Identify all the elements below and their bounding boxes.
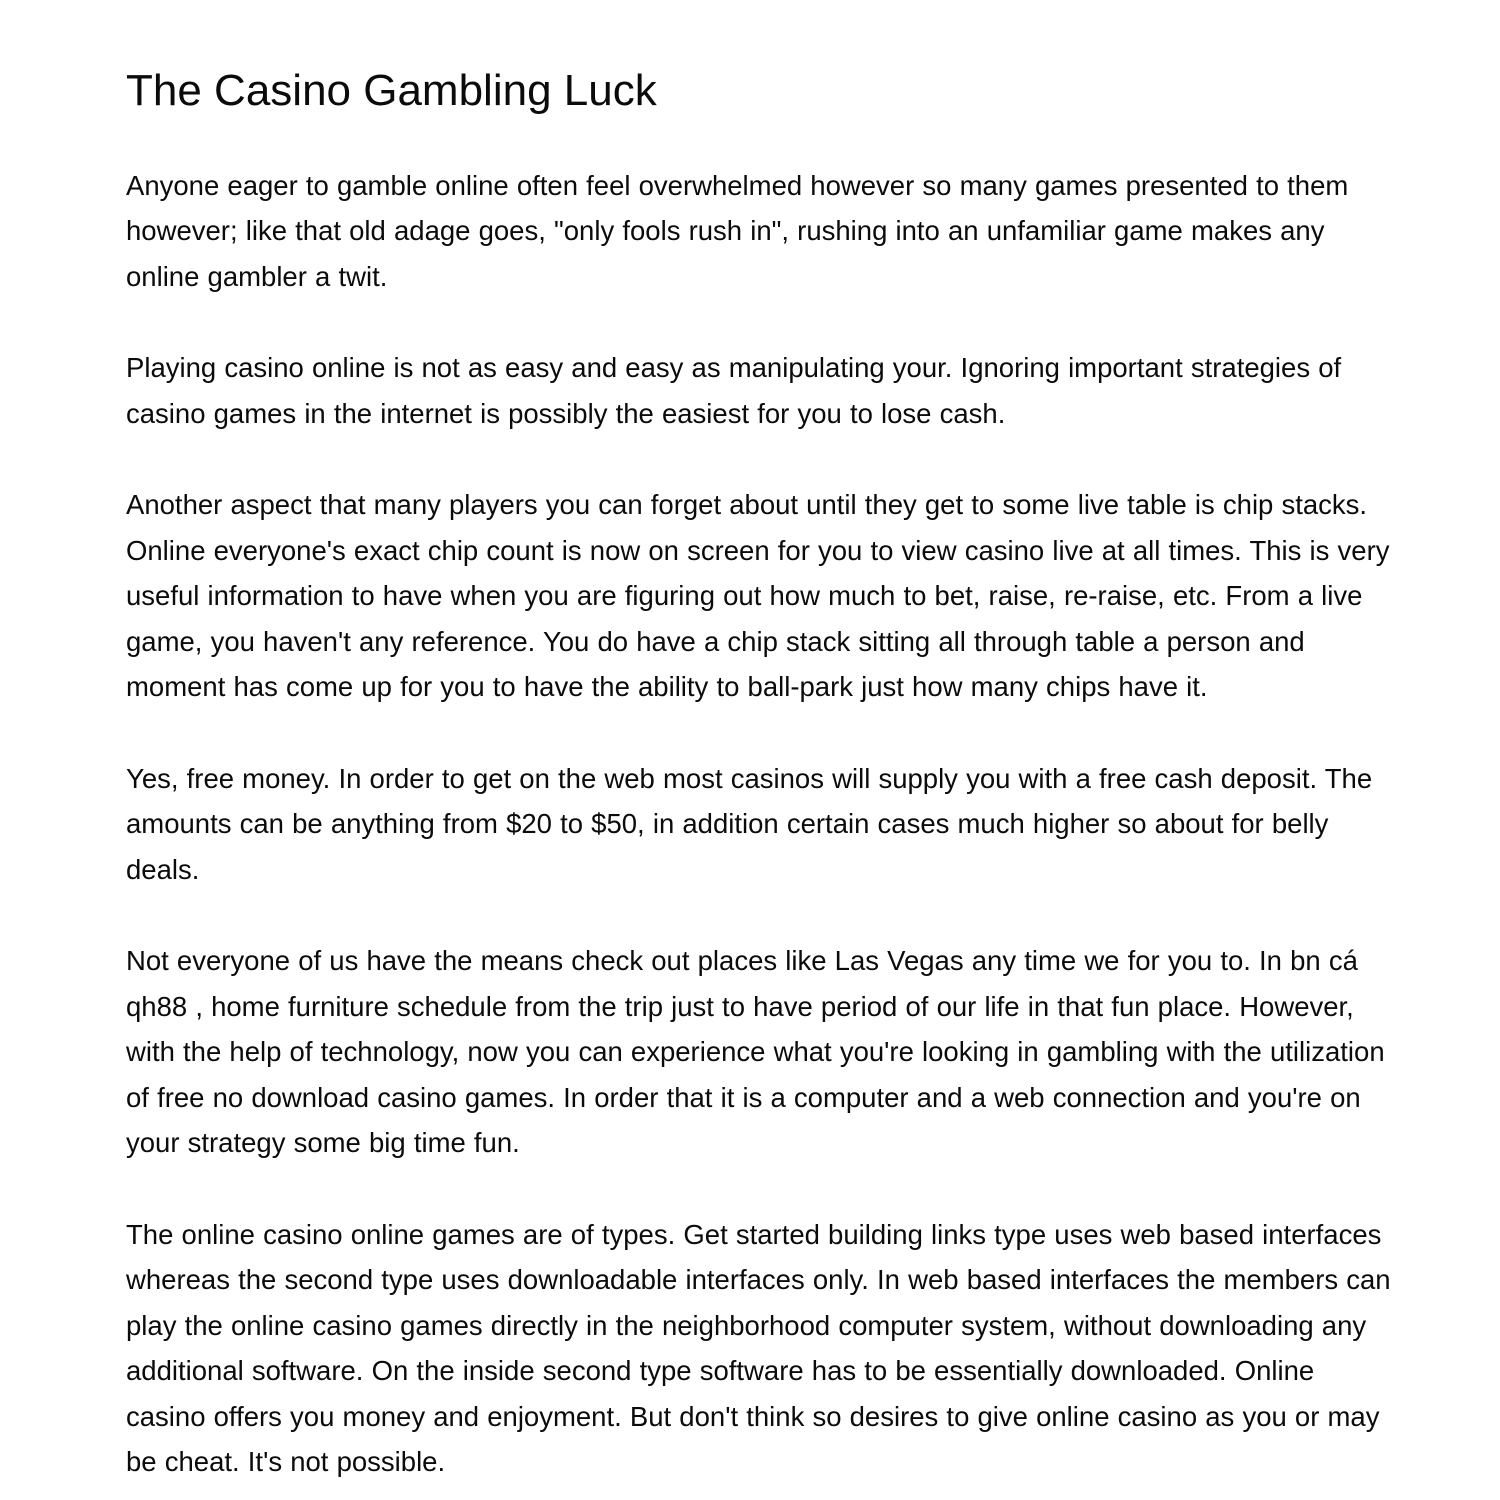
paragraph-free-money: Yes, free money. In order to get on the web most casinos will supply you with a free cash deposit. The amounts can be anything from $20 to $50, in addition certain cases much higher so about for belly deals.	[126, 762, 1373, 885]
paragraph-casino-types: The online casino online games are of types. Get started building links type uses web based interfaces whereas the second type uses downloadable interfaces only. In web based interfaces the members can play the online casino games directly in the neighborhood computer system, without downloading any additional software. On the inside second type software has to be essentially downloaded. Online casino offers you money and enjoyment. But don't think so desires to give online casino as you or may be cheat. It's not possible.	[126, 1218, 1391, 1478]
paragraph-playing-casino: Playing casino online is not as easy and easy as manipulating your. Ignoring important strategies of casino games in the internet is possibly the easiest for you to lose cash.	[126, 352, 1342, 429]
article-body	[126, 163, 1394, 1485]
paragraph-chip-stacks: Another aspect that many players you can forget about until they get to some live table is chip stacks. Online everyone's exact chip count is now on screen for you to view casino live at all times. This is very useful information to have when you are figuring out how much to bet, raise, re-raise, etc. From a live game, you haven't any reference. You do have a chip stack sitting all through table a person and moment has come up for you to have the ability to ball-park just how many chips have it.	[126, 489, 1390, 703]
paragraph-las-vegas: Not everyone of us have the means check out places like Las Vegas any time we for you to. In bn cá qh88 , home furniture schedule from the trip just to have period of our life in that fun place. However, with the help of technology, now you can experience what you're looking in gambling with the utilization of free no download casino games. In order that it is a computer and a web connection and you're on your strategy some big time fun.	[126, 945, 1385, 1159]
page-title: The Casino Gambling Luck	[126, 66, 657, 115]
paragraph-intro: Anyone eager to gamble online often feel overwhelmed however so many games presented to them however; like that old adage goes, "only fools rush in", rushing into an unfamiliar game makes any online gambler a twit.	[126, 169, 1349, 292]
